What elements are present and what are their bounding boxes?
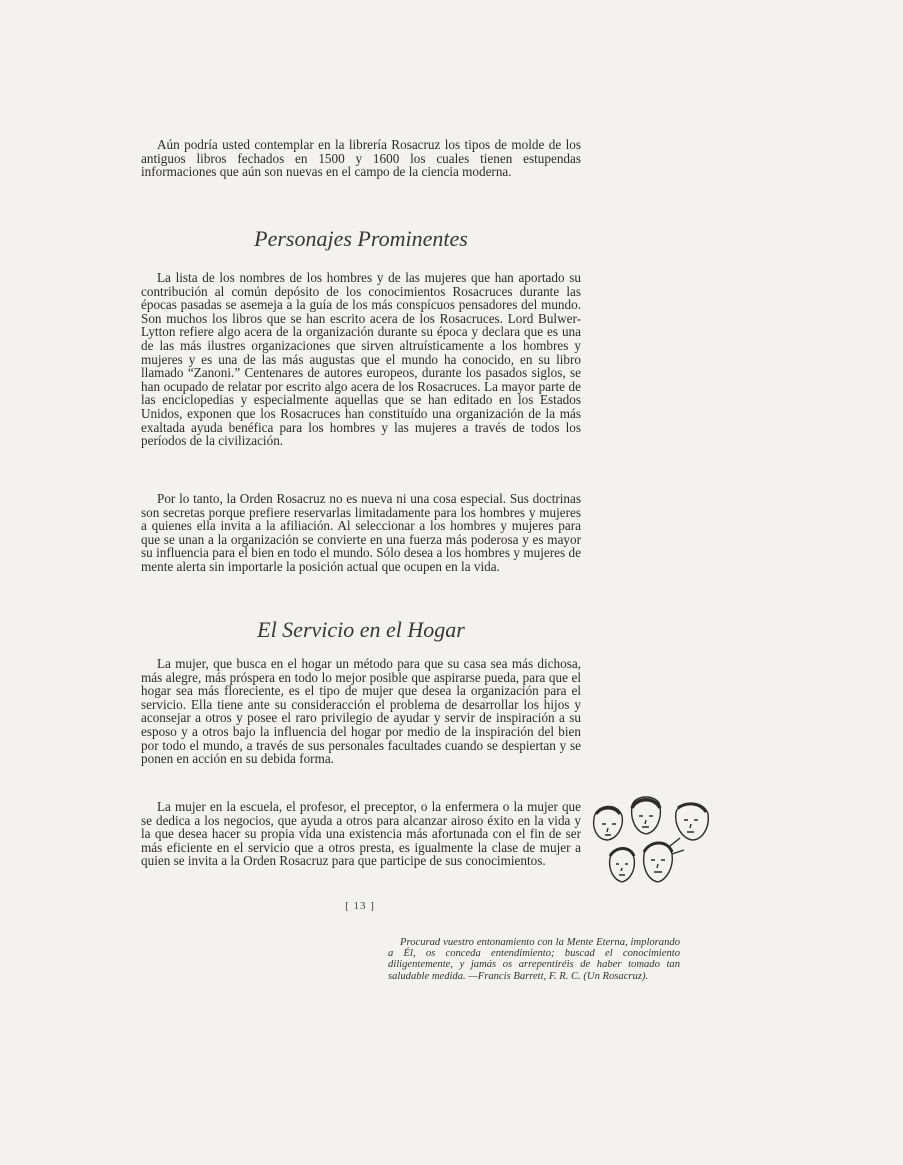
section2-paragraph-1: La mujer, que busca en el hogar un método para que su casa sea más dichosa, más alegre, más próspera en todo lo mejor posible que aspirarse pueda, para que el hogar sea más floreciente, es el tipo de mujer que desea la organización para el servicio. Ella tiene ante su consideracción el problema de desarrollar los hijos y aconsejar a otros y posee el raro privilegio de ayudar y servir de inspiración a su esposo y a otros bajo la influencia del hogar por medio de la inspiración del bien por todo el mundo, a través de sus personales facultades cuando se despiertan y se ponen en acción en su debida forma. [141,656,581,767]
section-heading-servicio: El Servicio en el Hogar [257,617,465,642]
closing-quote: Procurad vuestro entonamiento con la Mente Eterna, implorando a Él, os conceda entendimiento; buscad el conocimiento diligentemente, y jamás os arrepentiréis de haber tomado tan saludable medida. —Francis Barrett, F. R. C. (Un Rosacruz). [388,937,680,982]
page-number: [ 13 ] [345,900,375,912]
section1-paragraph-2: Por lo tanto, la Orden Rosacruz no es nueva ni una cosa especial. Sus doctrinas son secretas porque prefiere reservarlas limitadamente para los hombres y mujeres a quienes ella invita a la afiliación. Al seleccionar a los hombres y mujeres para que se unan a la organización se convierte en una fuerza más poderosa y es mayor su influencia para el bien en todo el mundo. Sólo desea a los hombres y mujeres de mente alerta sin importarle la posición actual que ocupen en la vida. [141,491,581,574]
section2-paragraph-2: La mujer en la escuela, el profesor, el preceptor, o la enfermera o la mujer que se dedica a los negocios, que ayuda a otros para alcanzar airoso éxito en la vida y la que desea hacer su propia vida una existencia más afortunada con el fin de ser más eficiente en el servicio que a otros presta, es igualmente la clase de mujer a quien se invita a la Orden Rosacruz para que participe de sus conocimientos. [141,799,581,869]
faces-illustration [588,796,714,892]
intro-paragraph: Aún podría usted contemplar en la librería Rosacruz los tipos de molde de los antiguos libros fechados en 1500 y 1600 los cuales tienen estupendas informaciones que aún son nuevas en el campo de la ciencia moderna. [141,137,581,180]
section1-paragraph-1: La lista de los nombres de los hombres y de las mujeres que han aportado su contribución al común depósito de los conocimientos Rosacruces durante las épocas pasadas se asemeja a la guía de los más conspícuos pensadores del mundo. Son muchos los libros que se han escrito acera de los Rosacruces. Lord Bulwer-Lytton refiere algo acera de la organización durante su época y declara que es una de las más ilustres organizaciones que sirven altruísticamente a los hombres y mujeres y es una de las más augustas que el mundo ha conocido, en su libro llamado “Zanoni.” Centenares de autores europeos, durante los pasados siglos, se han ocupado de relatar por escrito algo acera de los Rosacruces. La mayor parte de las enciclopedias y especialmente aquellas que se han editado en los Estados Unidos, exponen que los Rosacruces han constituído una organización de la más exaltada ayuda benéfica para los hombres y las mujeres a través de todos los períodos de la civilización. [141,270,581,449]
section-heading-personajes: Personajes Prominentes [254,226,468,251]
